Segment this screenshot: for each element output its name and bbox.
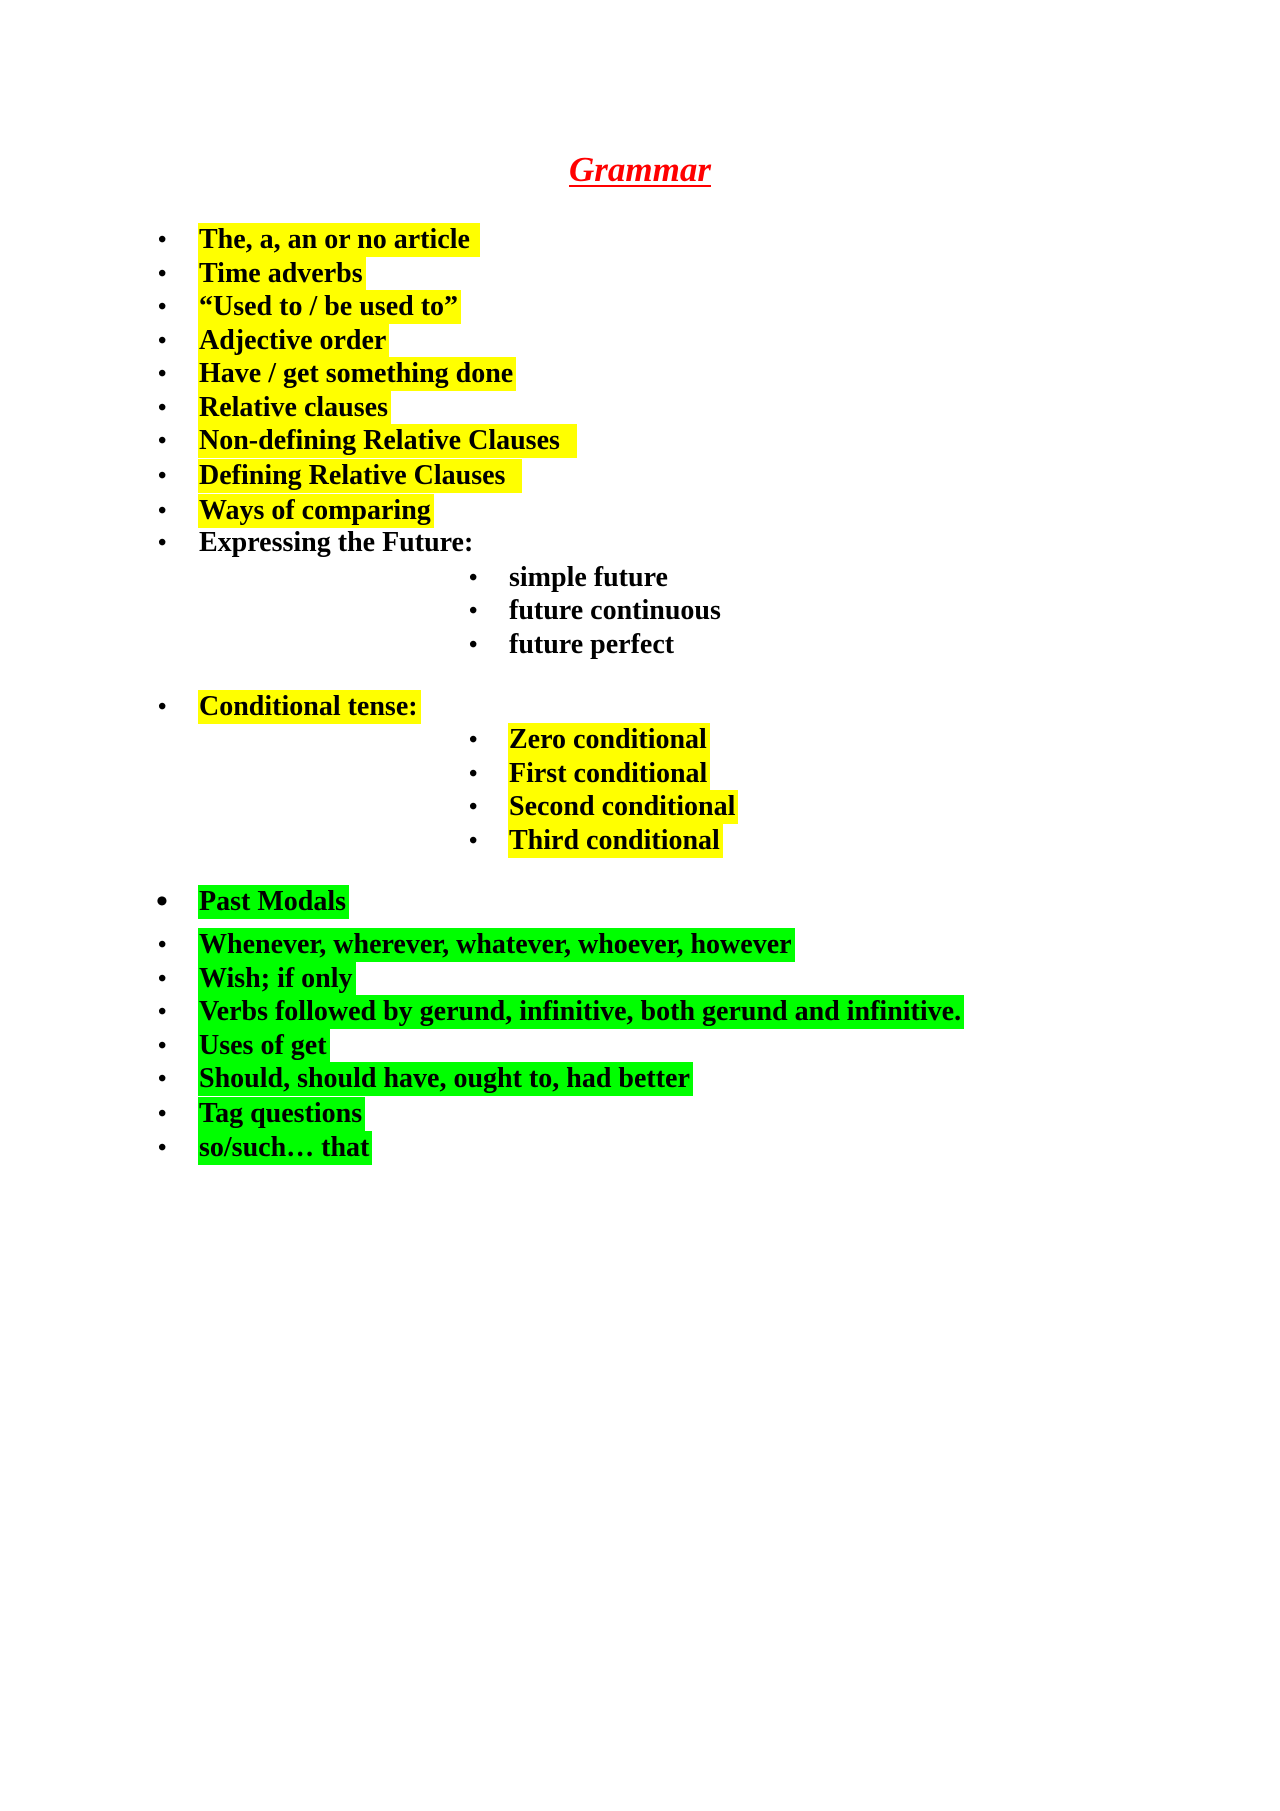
- list-item: [0, 459, 1280, 493]
- bullet-icon: •: [469, 598, 478, 624]
- bullet-icon: •: [158, 361, 167, 387]
- list-item: [0, 690, 1280, 724]
- list-item: [0, 391, 1280, 425]
- list-item-label: Should, should have, ought to, had better: [198, 1062, 693, 1096]
- sub-list-item-label: simple future: [509, 562, 668, 593]
- sub-list-item: [0, 757, 1280, 791]
- list-item-label: Tag questions: [198, 1097, 365, 1131]
- bullet-icon: •: [158, 999, 167, 1025]
- bullet-icon: •: [158, 966, 167, 992]
- list-item: [0, 1097, 1280, 1131]
- list-item-label: Non-defining Relative Clauses: [198, 424, 577, 458]
- list-item: [0, 494, 1280, 528]
- list-item-label: “Used to / be used to”: [198, 290, 461, 324]
- list-item-label: Verbs followed by gerund, infinitive, both gerund and infinitive.: [198, 995, 964, 1029]
- list-item: [0, 1062, 1280, 1096]
- bullet-icon: •: [158, 1135, 167, 1161]
- bullet-icon: •: [158, 395, 167, 421]
- bullet-icon: •: [156, 883, 168, 920]
- bullet-icon: •: [158, 328, 167, 354]
- bullet-icon: •: [469, 828, 478, 854]
- list-item: [0, 526, 1280, 560]
- bullet-icon: •: [158, 694, 167, 720]
- list-item-label: Whenever, wherever, whatever, whoever, however: [198, 928, 795, 962]
- bullet-icon: •: [158, 294, 167, 320]
- sub-list-item-label: future perfect: [509, 629, 675, 660]
- sub-list-item-label: First conditional: [508, 757, 710, 791]
- sub-list-item: [0, 790, 1280, 824]
- sub-list-item: [0, 594, 1280, 628]
- list-item-label: Expressing the Future:: [199, 527, 474, 558]
- list-item-label: Past Modals: [198, 885, 349, 919]
- bullet-icon: •: [158, 428, 167, 454]
- list-item-label: Have / get something done: [198, 357, 516, 391]
- bullet-icon: •: [158, 1033, 167, 1059]
- sub-list-item-label: Third conditional: [508, 824, 723, 858]
- list-item-label: Adjective order: [198, 324, 389, 358]
- sub-list-item-label: future continuous: [509, 595, 721, 626]
- list-item: [0, 223, 1280, 257]
- list-item-label: Defining Relative Clauses: [198, 459, 522, 493]
- list-item-label: Conditional tense:: [198, 690, 421, 724]
- list-item: [0, 424, 1280, 458]
- sub-list-item: [0, 628, 1280, 662]
- sub-list-item: [0, 561, 1280, 595]
- list-item: [0, 962, 1280, 996]
- bullet-icon: •: [469, 565, 478, 591]
- list-item: [0, 1131, 1280, 1165]
- page-title: Grammar: [569, 150, 711, 189]
- list-item: [0, 290, 1280, 324]
- list-item: [0, 324, 1280, 358]
- bullet-icon: •: [469, 727, 478, 753]
- list-item: [0, 995, 1280, 1029]
- list-item-label: Relative clauses: [198, 391, 391, 425]
- bullet-icon: •: [469, 794, 478, 820]
- list-item: [0, 257, 1280, 291]
- bullet-icon: •: [158, 932, 167, 958]
- list-item: [0, 1029, 1280, 1063]
- bullet-icon: •: [158, 463, 167, 489]
- bullet-icon: •: [469, 632, 478, 658]
- sub-list-item: [0, 824, 1280, 858]
- list-item-label: Uses of get: [198, 1029, 330, 1063]
- list-item-label: so/such… that: [198, 1131, 372, 1165]
- sub-list-item-label: Second conditional: [508, 790, 738, 824]
- list-item: [0, 885, 1280, 919]
- list-item-label: The, a, an or no article: [198, 223, 480, 257]
- bullet-icon: •: [158, 227, 167, 253]
- list-item: [0, 357, 1280, 391]
- bullet-icon: •: [158, 261, 167, 287]
- list-item-label: Time adverbs: [198, 257, 366, 291]
- bullet-icon: •: [158, 1066, 167, 1092]
- sub-list-item-label: Zero conditional: [508, 723, 710, 757]
- list-item: [0, 928, 1280, 962]
- list-item-label: Wish; if only: [198, 962, 356, 996]
- bullet-icon: •: [469, 761, 478, 787]
- bullet-icon: •: [158, 1101, 167, 1127]
- bullet-icon: •: [158, 530, 167, 556]
- bullet-icon: •: [158, 498, 167, 524]
- sub-list-item: [0, 723, 1280, 757]
- list-item-label: Ways of comparing: [198, 494, 434, 528]
